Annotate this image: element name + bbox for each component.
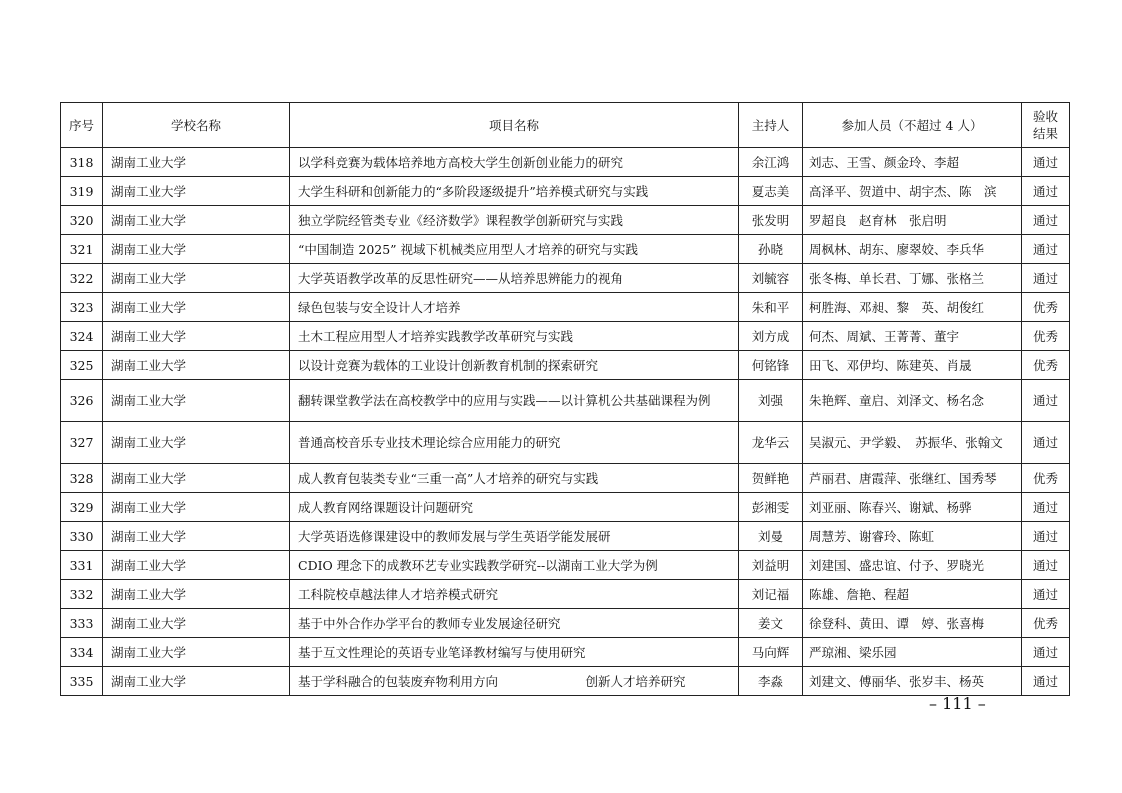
school-name-cell: 湖南工业大学 <box>103 464 290 493</box>
table-row <box>61 206 1070 235</box>
row-number-cell: 334 <box>61 638 103 667</box>
project-name-cell: 基于学科融合的包装废弃物利用方向 创新人才培养研究 <box>290 667 739 696</box>
acceptance-result-cell: 优秀 <box>1022 351 1070 380</box>
table-row <box>61 580 1070 609</box>
row-number-cell: 332 <box>61 580 103 609</box>
project-name-cell: 基于互文性理论的英语专业笔译教材编写与使用研究 <box>290 638 739 667</box>
page-number: – 111 – <box>929 694 986 713</box>
project-name-cell: “中国制造 2025” 视域下机械类应用型人才培养的研究与实践 <box>290 235 739 264</box>
acceptance-result-cell: 优秀 <box>1022 322 1070 351</box>
header-school: 学校名称 <box>103 103 290 148</box>
acceptance-result-cell: 通过 <box>1022 551 1070 580</box>
school-name-cell: 湖南工业大学 <box>103 493 290 522</box>
table-row <box>61 177 1070 206</box>
host-name-cell: 刘毓容 <box>739 264 803 293</box>
participants-cell: 吴淑元、尹学毅、 苏振华、张翰文 <box>803 422 1022 464</box>
table-row <box>61 667 1070 696</box>
table-row <box>61 464 1070 493</box>
table-row <box>61 609 1070 638</box>
project-name-cell: 土木工程应用型人才培养实践教学改革研究与实践 <box>290 322 739 351</box>
project-name-cell: 大学英语选修课建设中的教师发展与学生英语学能发展研 <box>290 522 739 551</box>
row-number-cell: 324 <box>61 322 103 351</box>
participants-cell: 刘建文、傅丽华、张岁丰、杨英 <box>803 667 1022 696</box>
acceptance-result-cell: 通过 <box>1022 235 1070 264</box>
participants-cell: 周枫林、胡东、廖翠姣、李兵华 <box>803 235 1022 264</box>
acceptance-result-cell: 通过 <box>1022 522 1070 551</box>
acceptance-result-cell: 优秀 <box>1022 609 1070 638</box>
acceptance-result-cell: 通过 <box>1022 580 1070 609</box>
participants-cell: 刘建国、盛忠谊、付予、罗晓光 <box>803 551 1022 580</box>
acceptance-result-cell: 通过 <box>1022 206 1070 235</box>
host-name-cell: 刘方成 <box>739 322 803 351</box>
host-name-cell: 余江鸿 <box>739 148 803 177</box>
row-number-cell: 321 <box>61 235 103 264</box>
acceptance-result-cell: 通过 <box>1022 148 1070 177</box>
table-row <box>61 148 1070 177</box>
table-row <box>61 493 1070 522</box>
acceptance-result-cell: 通过 <box>1022 638 1070 667</box>
participants-cell: 张冬梅、单长君、丁娜、张格兰 <box>803 264 1022 293</box>
project-name-cell: 成人教育包装类专业“三重一高”人才培养的研究与实践 <box>290 464 739 493</box>
participants-cell: 朱艳辉、童启、刘泽文、杨名念 <box>803 380 1022 422</box>
row-number-cell: 320 <box>61 206 103 235</box>
host-name-cell: 刘记福 <box>739 580 803 609</box>
table-row <box>61 351 1070 380</box>
host-name-cell: 刘曼 <box>739 522 803 551</box>
school-name-cell: 湖南工业大学 <box>103 551 290 580</box>
acceptance-result-cell: 优秀 <box>1022 293 1070 322</box>
school-name-cell: 湖南工业大学 <box>103 351 290 380</box>
school-name-cell: 湖南工业大学 <box>103 148 290 177</box>
table-row <box>61 422 1070 464</box>
host-name-cell: 姜文 <box>739 609 803 638</box>
project-name-cell: 以设计竞赛为载体的工业设计创新教育机制的探索研究 <box>290 351 739 380</box>
project-name-cell: 普通高校音乐专业技术理论综合应用能力的研究 <box>290 422 739 464</box>
school-name-cell: 湖南工业大学 <box>103 235 290 264</box>
acceptance-result-cell: 通过 <box>1022 422 1070 464</box>
host-name-cell: 夏志美 <box>739 177 803 206</box>
school-name-cell: 湖南工业大学 <box>103 580 290 609</box>
participants-cell: 徐登科、黄田、谭 婷、张喜梅 <box>803 609 1022 638</box>
project-name-cell: 以学科竞赛为载体培养地方高校大学生创新创业能力的研究 <box>290 148 739 177</box>
row-number-cell: 333 <box>61 609 103 638</box>
row-number-cell: 330 <box>61 522 103 551</box>
project-acceptance-table <box>60 102 1070 696</box>
participants-cell: 柯胜海、邓昶、黎 英、胡俊红 <box>803 293 1022 322</box>
table-row <box>61 638 1070 667</box>
header-host: 主持人 <box>739 103 803 148</box>
school-name-cell: 湖南工业大学 <box>103 177 290 206</box>
row-number-cell: 327 <box>61 422 103 464</box>
participants-cell: 芦丽君、唐霞萍、张继红、国秀琴 <box>803 464 1022 493</box>
header-num: 序号 <box>61 103 103 148</box>
project-name-cell: 大学生科研和创新能力的“多阶段逐级提升”培养模式研究与实践 <box>290 177 739 206</box>
project-name-cell: 工科院校卓越法律人才培养模式研究 <box>290 580 739 609</box>
row-number-cell: 331 <box>61 551 103 580</box>
participants-cell: 刘亚丽、陈春兴、谢斌、杨骅 <box>803 493 1022 522</box>
acceptance-result-cell: 通过 <box>1022 493 1070 522</box>
project-name-cell: 成人教育网络课题设计问题研究 <box>290 493 739 522</box>
project-name-cell: 翻转课堂教学法在高校教学中的应用与实践——以计算机公共基础课程为例 <box>290 380 739 422</box>
row-number-cell: 335 <box>61 667 103 696</box>
host-name-cell: 孙晓 <box>739 235 803 264</box>
project-name-cell: 独立学院经管类专业《经济数学》课程教学创新研究与实践 <box>290 206 739 235</box>
school-name-cell: 湖南工业大学 <box>103 667 290 696</box>
acceptance-result-cell: 优秀 <box>1022 464 1070 493</box>
participants-cell: 陈雄、詹艳、程超 <box>803 580 1022 609</box>
host-name-cell: 朱和平 <box>739 293 803 322</box>
row-number-cell: 322 <box>61 264 103 293</box>
acceptance-result-cell: 通过 <box>1022 264 1070 293</box>
acceptance-result-cell: 通过 <box>1022 177 1070 206</box>
school-name-cell: 湖南工业大学 <box>103 638 290 667</box>
host-name-cell: 彭湘雯 <box>739 493 803 522</box>
school-name-cell: 湖南工业大学 <box>103 522 290 551</box>
host-name-cell: 何铭锋 <box>739 351 803 380</box>
participants-cell: 田飞、邓伊均、陈建英、肖晟 <box>803 351 1022 380</box>
participants-cell: 罗超良 赵育林 张启明 <box>803 206 1022 235</box>
host-name-cell: 张发明 <box>739 206 803 235</box>
row-number-cell: 325 <box>61 351 103 380</box>
participants-cell: 何杰、周斌、王菁菁、董宇 <box>803 322 1022 351</box>
participants-cell: 刘志、王雪、颜金玲、李超 <box>803 148 1022 177</box>
participants-cell: 高泽平、贺道中、胡宇杰、陈 滨 <box>803 177 1022 206</box>
acceptance-result-cell: 通过 <box>1022 667 1070 696</box>
school-name-cell: 湖南工业大学 <box>103 380 290 422</box>
host-name-cell: 刘强 <box>739 380 803 422</box>
host-name-cell: 马向辉 <box>739 638 803 667</box>
host-name-cell: 贺鲜艳 <box>739 464 803 493</box>
table-row <box>61 380 1070 422</box>
row-number-cell: 319 <box>61 177 103 206</box>
project-name-cell: 绿色包装与安全设计人才培养 <box>290 293 739 322</box>
row-number-cell: 326 <box>61 380 103 422</box>
row-number-cell: 329 <box>61 493 103 522</box>
table-row <box>61 522 1070 551</box>
table-row <box>61 293 1070 322</box>
table-row <box>61 322 1070 351</box>
header-project: 项目名称 <box>290 103 739 148</box>
school-name-cell: 湖南工业大学 <box>103 264 290 293</box>
table-row <box>61 264 1070 293</box>
school-name-cell: 湖南工业大学 <box>103 322 290 351</box>
participants-cell: 严琼湘、梁乐园 <box>803 638 1022 667</box>
project-name-cell: 基于中外合作办学平台的教师专业发展途径研究 <box>290 609 739 638</box>
participants-cell: 周慧芳、谢睿玲、陈虹 <box>803 522 1022 551</box>
school-name-cell: 湖南工业大学 <box>103 293 290 322</box>
row-number-cell: 328 <box>61 464 103 493</box>
table-header-row <box>61 103 1070 148</box>
school-name-cell: 湖南工业大学 <box>103 206 290 235</box>
school-name-cell: 湖南工业大学 <box>103 422 290 464</box>
table-row <box>61 235 1070 264</box>
host-name-cell: 刘益明 <box>739 551 803 580</box>
project-name-cell: CDIO 理念下的成教环艺专业实践教学研究--以湖南工业大学为例 <box>290 551 739 580</box>
acceptance-result-cell: 通过 <box>1022 380 1070 422</box>
row-number-cell: 323 <box>61 293 103 322</box>
row-number-cell: 318 <box>61 148 103 177</box>
host-name-cell: 龙华云 <box>739 422 803 464</box>
host-name-cell: 李淼 <box>739 667 803 696</box>
school-name-cell: 湖南工业大学 <box>103 609 290 638</box>
project-name-cell: 大学英语教学改革的反思性研究——从培养思辨能力的视角 <box>290 264 739 293</box>
header-participants: 参加人员（不超过 4 人） <box>803 103 1022 148</box>
header-result: 验收结果 <box>1022 103 1070 148</box>
table-body <box>61 148 1070 696</box>
table-row <box>61 551 1070 580</box>
